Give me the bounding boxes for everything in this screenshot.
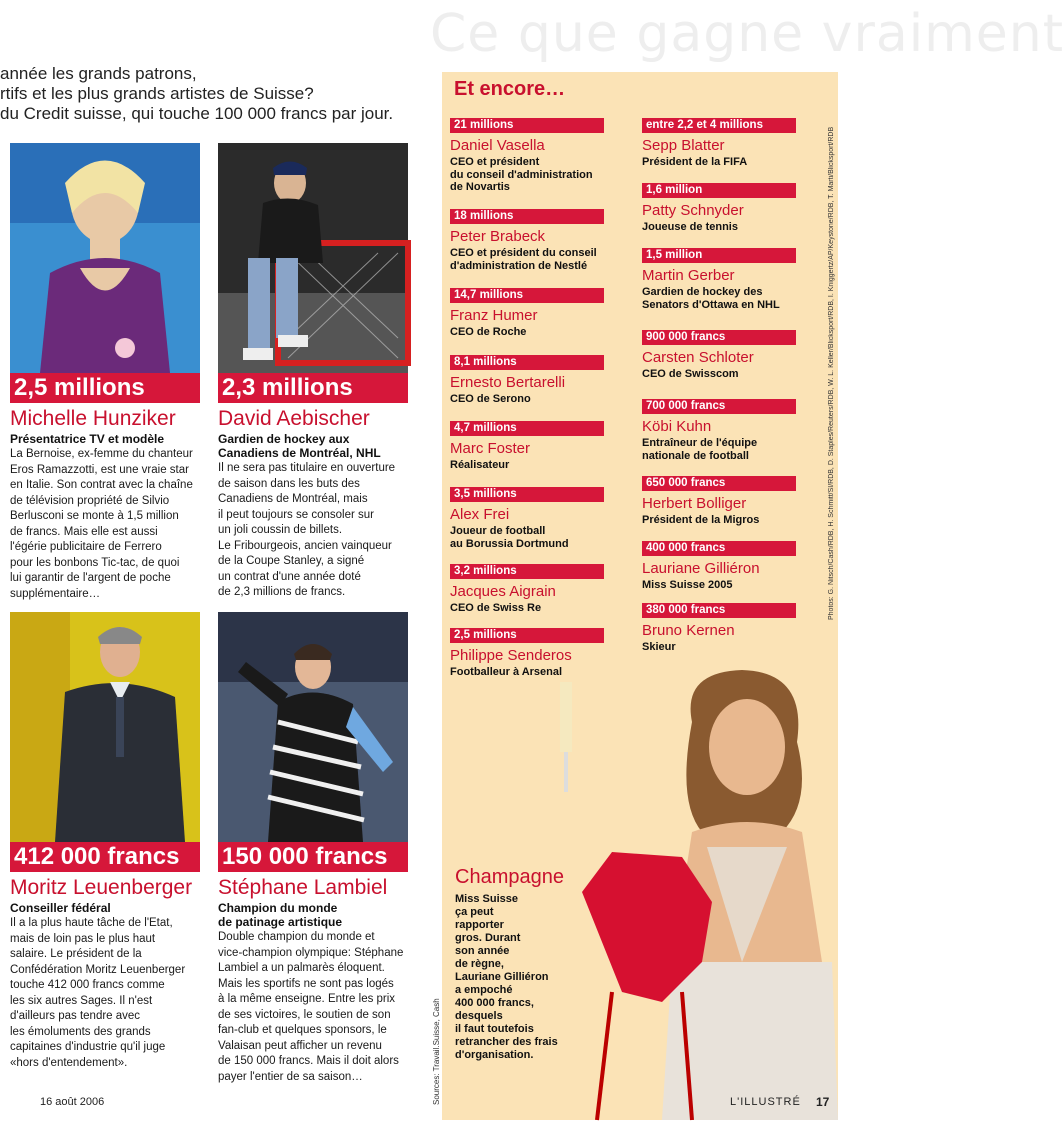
amount-badge: 21 millions — [450, 118, 604, 133]
desc-line: supplémentaire… — [10, 587, 101, 600]
person-role — [642, 286, 820, 311]
person-role — [642, 514, 820, 527]
role-line: CEO de Swisscom — [642, 368, 739, 380]
caption-line: ça peut — [455, 906, 494, 918]
person-name: Daniel Vasella — [450, 137, 545, 154]
person-role — [450, 602, 628, 615]
amount-badge: 650 000 francs — [642, 476, 796, 491]
desc-line: de ses victoires, le soutien de son — [218, 1008, 391, 1021]
person-name: Marc Foster — [450, 440, 531, 457]
amount-badge: 412 000 francs — [10, 842, 200, 872]
person-name: Ernesto Bertarelli — [450, 374, 566, 391]
desc-line: il peut toujours se consoler sur — [218, 508, 374, 521]
person-role — [450, 247, 628, 272]
role-line: du conseil d'administration — [450, 168, 593, 181]
sidebar-title: Et encore… — [454, 78, 566, 100]
caption-line: il faut toutefois — [455, 1023, 534, 1035]
person-name: Sepp Blatter — [642, 137, 725, 154]
desc-line: Eros Ramazzotti, est une vraie star — [10, 463, 189, 476]
sidebar-entry — [450, 487, 628, 550]
role-line: Champion du monde — [218, 901, 338, 915]
sidebar-entry — [642, 118, 820, 169]
amount-badge: 14,7 millions — [450, 288, 604, 303]
amount-badge: 1,6 million — [642, 183, 796, 198]
role-line: Gardien de hockey des — [642, 286, 763, 298]
person-role — [642, 437, 820, 462]
person-role — [10, 432, 206, 446]
role-line: Gardien de hockey aux — [218, 432, 350, 446]
desc-line: les six autres Sages. Il n'est — [10, 994, 153, 1007]
person-name: Peter Brabeck — [450, 228, 546, 245]
person-name: Alex Frei — [450, 506, 510, 523]
role-line: CEO et président du conseil — [450, 247, 597, 259]
person-name: Carsten Schloter — [642, 349, 754, 366]
role-line: Senators d'Ottawa en NHL — [642, 298, 780, 311]
sidebar-entry — [642, 476, 820, 527]
person-name: Patty Schnyder — [642, 202, 744, 219]
role-line: Entraîneur de l'équipe — [642, 437, 758, 449]
person-name: Franz Humer — [450, 307, 538, 324]
person-role — [450, 326, 628, 339]
person-role — [450, 525, 628, 550]
photo-gillieron — [542, 662, 838, 1120]
amount-badge: 3,5 millions — [450, 487, 604, 502]
person-name: Philippe Senderos — [450, 647, 572, 664]
desc-line: de télévision propriété de Silvio — [10, 494, 170, 507]
role-line: de Novartis — [450, 181, 510, 193]
person-role — [450, 156, 628, 194]
person-name: Stéphane Lambiel — [218, 876, 388, 899]
intro-line: année les grands patrons, — [0, 64, 197, 83]
intro-text — [0, 64, 420, 124]
amount-badge: 1,5 million — [642, 248, 796, 263]
header-watermark: Ce que gagne vraiment — [430, 4, 1064, 64]
sidebar-entry — [450, 628, 628, 679]
page-number: 17 — [816, 1095, 830, 1109]
amount-badge: 700 000 francs — [642, 399, 796, 414]
desc-line: Mais les sportifs ne sont pas logés — [218, 977, 394, 990]
sidebar-entry — [450, 118, 628, 194]
caption-line: Miss Suisse — [455, 893, 518, 905]
sidebar-entry — [642, 330, 820, 381]
caption-line: Lauriane Gilliéron — [455, 971, 549, 983]
sidebar-entry — [450, 355, 628, 406]
role-line: au Borussia Dortmund — [450, 537, 569, 550]
caption-line: de règne, — [455, 958, 504, 970]
desc-line: capitaines d'industrie qu'il juge — [10, 1041, 166, 1053]
desc-line: d'ailleurs pas tendre avec — [10, 1010, 141, 1022]
role-line: CEO de Roche — [450, 326, 527, 338]
sidebar-entry — [450, 209, 628, 272]
role-line: CEO de Swiss Re — [450, 602, 542, 614]
desc-line: payer l'entier de sa saison… — [218, 1070, 363, 1083]
desc-line: de 150 000 francs. Mais il doit alors — [218, 1055, 399, 1067]
role-line: Président de la FIFA — [642, 156, 748, 168]
sidebar-entry — [642, 399, 820, 462]
desc-line: pour les bonbons Tic-tac, de quoi — [10, 556, 180, 569]
caption-line: son année — [455, 945, 510, 957]
amount-badge: 8,1 millions — [450, 355, 604, 370]
person-name: Jacques Aigrain — [450, 583, 556, 600]
desc-line: à la même enseigne. Entre les prix — [218, 993, 396, 1005]
person-role — [450, 666, 628, 679]
caption-line: gros. Durant — [455, 932, 521, 944]
desc-line: en Italie. Son contrat avec la chaîne — [10, 479, 193, 491]
desc-line: La Bernoise, ex-femme du chanteur — [10, 448, 193, 460]
desc-line: de la Coupe Stanley, a signé — [218, 555, 365, 567]
desc-line: de saison dans les buts des — [218, 477, 360, 490]
role-line: Présentatrice TV et modèle — [10, 432, 165, 446]
role-line: de patinage artistique — [218, 915, 343, 929]
sidebar-entry — [642, 248, 820, 311]
amount-badge: 380 000 francs — [642, 603, 796, 618]
person-role — [642, 368, 820, 381]
desc-line: de francs. Mais elle est aussi — [10, 525, 158, 538]
desc-line: de 2,3 millions de francs. — [218, 586, 346, 598]
sidebar-entry — [450, 564, 628, 615]
amount-badge: 2,5 millions — [10, 373, 200, 403]
role-line: Réalisateur — [450, 459, 510, 471]
role-line: Joueuse de tennis — [642, 221, 738, 233]
person-role — [642, 641, 820, 654]
amount-badge: 3,2 millions — [450, 564, 604, 579]
intro-line: du Credit suisse, qui touche 100 000 francs par jour. — [0, 104, 394, 123]
photo-lambiel — [218, 612, 408, 842]
desc-line: Canadiens de Montréal, mais — [218, 493, 368, 505]
amount-badge: entre 2,2 et 4 millions — [642, 118, 796, 133]
sidebar-entry — [642, 183, 820, 234]
desc-line: «hors d'entendement». — [10, 1056, 128, 1069]
person-role — [642, 579, 820, 592]
desc-line: les émoluments des grands — [10, 1025, 151, 1038]
person-role — [450, 393, 628, 406]
caption-line: a empoché — [455, 984, 513, 996]
person-description — [218, 461, 414, 601]
sidebar-entry — [642, 541, 820, 592]
role-line: Joueur de football — [450, 525, 546, 537]
person-role — [642, 156, 820, 169]
champagne-title: Champagne — [455, 866, 564, 888]
champagne-caption — [455, 893, 585, 1062]
amount-badge: 4,7 millions — [450, 421, 604, 436]
person-name: Herbert Bolliger — [642, 495, 747, 512]
desc-line: fan-club et quelques sponsors, le — [218, 1024, 387, 1036]
person-description — [218, 930, 414, 1085]
person-role — [218, 432, 414, 460]
caption-line: 400 000 francs, — [455, 997, 534, 1009]
person-name: Martin Gerber — [642, 267, 735, 284]
desc-line: Confédération Moritz Leuenberger — [10, 963, 186, 976]
intro-line: rtifs et les plus grands artistes de Suisse? — [0, 84, 314, 103]
amount-badge: 150 000 francs — [218, 842, 408, 872]
person-name: David Aebischer — [218, 407, 370, 430]
person-name: Moritz Leuenberger — [10, 876, 193, 899]
role-line: nationale de football — [642, 449, 749, 462]
amount-badge: 900 000 francs — [642, 330, 796, 345]
caption-line: desquels — [455, 1010, 503, 1022]
desc-line: Double champion du monde et — [218, 931, 375, 943]
role-line: CEO et président — [450, 156, 540, 168]
person-role — [450, 459, 628, 472]
amount-badge: 400 000 francs — [642, 541, 796, 556]
desc-line: mais de loin pas le plus haut — [10, 932, 156, 945]
role-line: Skieur — [642, 641, 676, 653]
photo-aebischer — [218, 143, 408, 373]
desc-line: un contrat d'une année doté — [218, 570, 361, 583]
amount-badge: 2,5 millions — [450, 628, 604, 643]
sources-credit: Sources: Travail.Suisse, Cash — [432, 998, 441, 1105]
sidebar-entry — [450, 421, 628, 472]
role-line: Conseiller fédéral — [10, 901, 111, 915]
sidebar-entry — [642, 603, 820, 654]
person-description — [10, 447, 206, 602]
role-line: Président de la Migros — [642, 514, 760, 526]
photo-leuenberger — [10, 612, 200, 842]
person-role — [10, 901, 206, 915]
caption-line: retrancher des frais — [455, 1036, 558, 1048]
desc-line: salaire. Le président de la — [10, 948, 142, 960]
desc-line: Il a la plus haute tâche de l'Etat, — [10, 917, 173, 929]
desc-line: un joli coussin de billets. — [218, 524, 343, 536]
person-role — [218, 901, 414, 929]
role-line: Miss Suisse 2005 — [642, 579, 733, 591]
desc-line: l'égérie publicitaire de Ferrero — [10, 541, 162, 553]
person-name: Michelle Hunziker — [10, 407, 176, 430]
photo-hunziker — [10, 143, 200, 373]
desc-line: Le Fribourgeois, ancien vainqueur — [218, 539, 392, 552]
desc-line: touche 412 000 francs comme — [10, 979, 165, 991]
sidebar-entry — [450, 288, 628, 339]
role-line: CEO de Serono — [450, 393, 531, 405]
footer-date: 16 août 2006 — [40, 1096, 105, 1108]
photo-credits: Photos: G. Nitsch/Cash/RDB, H. Schmitt/SI/RDB, D. Staples/Reuters/RDB, W. L. Keller/Blicksport/RDB, I. Kniggertz/AP/Keystone/RDB, T. Marti/Blicksport/RDB — [828, 126, 835, 620]
footer-publication: L'ILLUSTRÉ — [730, 1096, 801, 1108]
person-name: Bruno Kernen — [642, 622, 735, 639]
person-description — [10, 916, 206, 1071]
person-role — [642, 221, 820, 234]
caption-line: rapporter — [455, 919, 504, 931]
desc-line: lui garantir de l'argent de poche — [10, 572, 171, 584]
role-line: Footballeur à Arsenal — [450, 666, 563, 678]
role-line: Canadiens de Montréal, NHL — [218, 446, 381, 460]
desc-line: Berlusconi se monte à 1,5 million — [10, 510, 179, 522]
desc-line: Il ne sera pas titulaire en ouverture — [218, 462, 396, 474]
person-name: Lauriane Gilliéron — [642, 560, 760, 577]
role-line: d'administration de Nestlé — [450, 259, 588, 272]
caption-line: d'organisation. — [455, 1049, 534, 1061]
desc-line: Lambiel a un palmarès éloquent. — [218, 962, 385, 974]
amount-badge: 2,3 millions — [218, 373, 408, 403]
amount-badge: 18 millions — [450, 209, 604, 224]
desc-line: Valaisan peut afficher un revenu — [218, 1039, 382, 1052]
person-name: Köbi Kuhn — [642, 418, 712, 435]
desc-line: vice-champion olympique: Stéphane — [218, 946, 404, 959]
